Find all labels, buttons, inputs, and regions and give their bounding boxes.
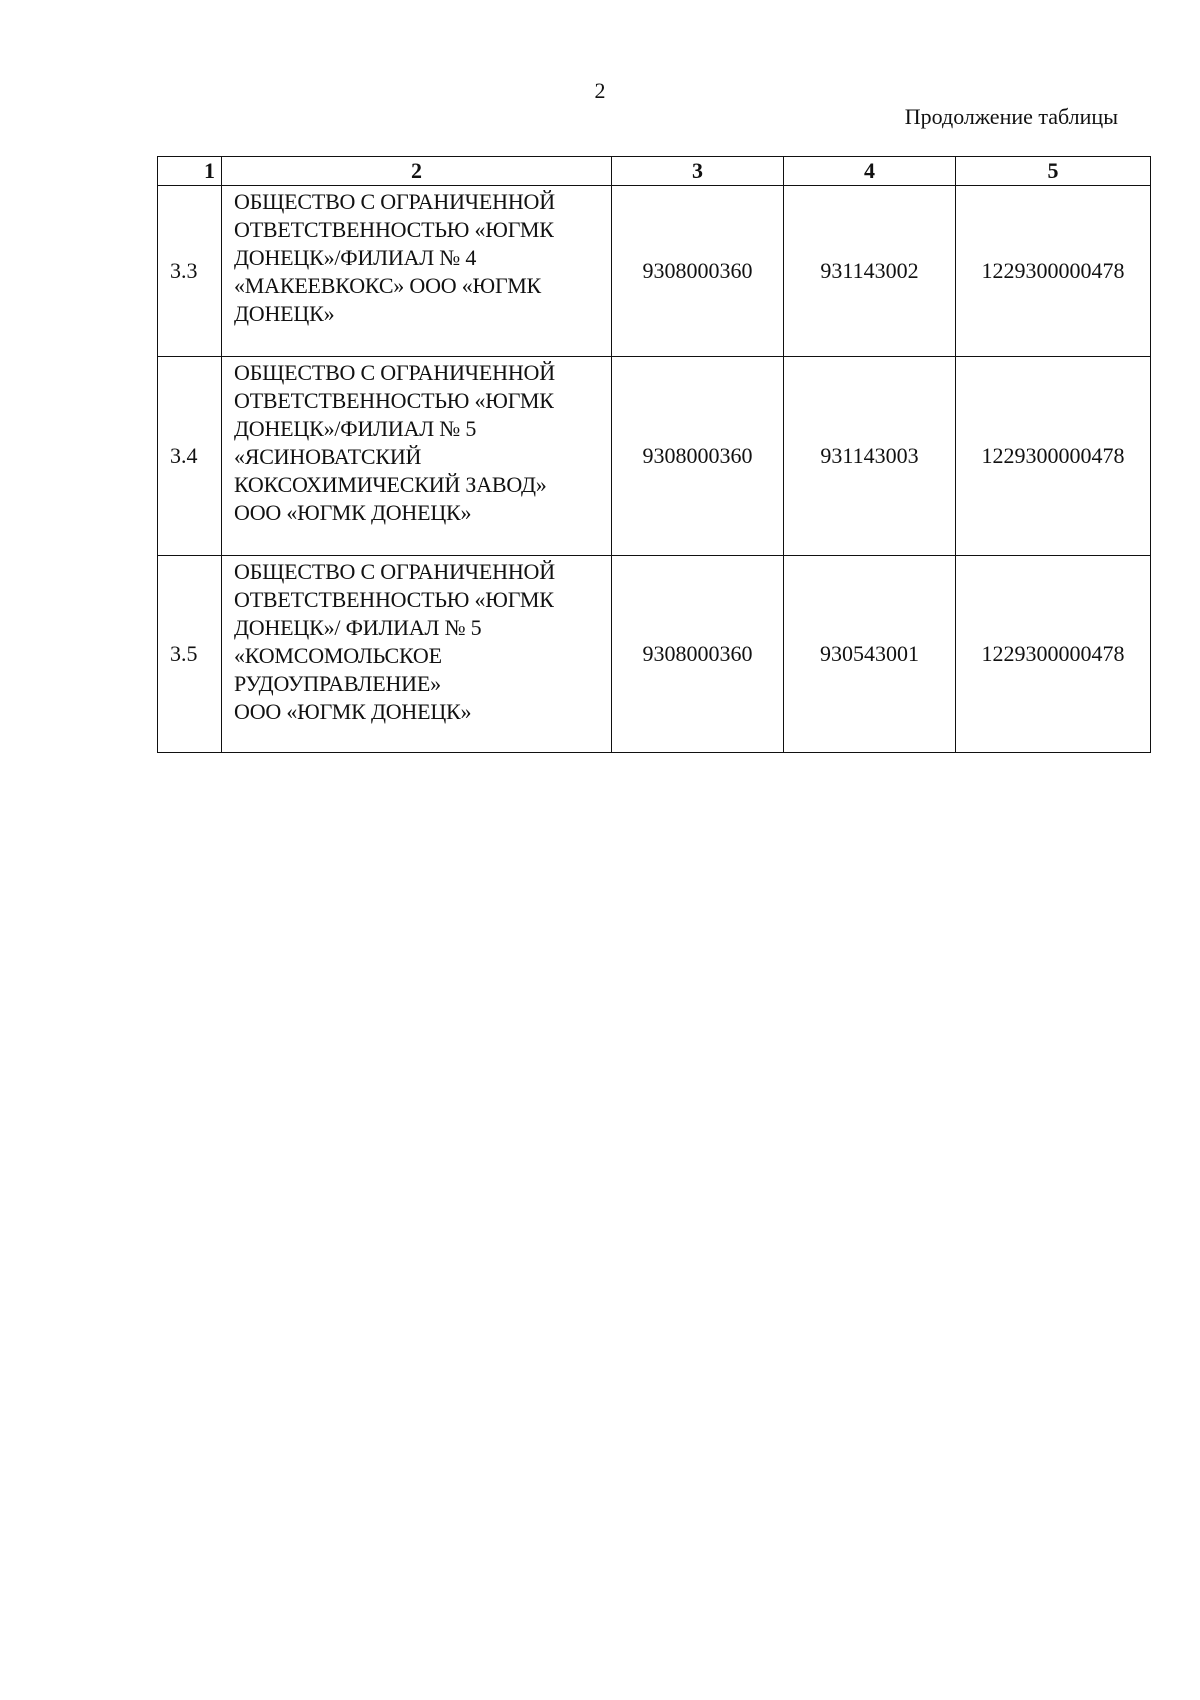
cell-col5: 1229300000478 [956,186,1151,357]
column-header-4: 4 [784,157,956,186]
row-number: 3.3 [158,186,222,357]
organization-name: ОБЩЕСТВО С ОГРАНИЧЕННОЙ ОТВЕТСТВЕННОСТЬЮ «ЮГМК ДОНЕЦК»/ФИЛИАЛ № 5 «ЯСИНОВАТСКИЙ КОКСОХИМИЧЕСКИЙ ЗАВОД» ООО «ЮГМК ДОНЕЦК» [222,357,612,556]
organization-name: ОБЩЕСТВО С ОГРАНИЧЕННОЙ ОТВЕТСТВЕННОСТЬЮ «ЮГМК ДОНЕЦК»/ФИЛИАЛ № 4 «МАКЕЕВКОКС» ООО «ЮГМК ДОНЕЦК» [222,186,612,357]
cell-col4: 931143003 [784,357,956,556]
table-header-row [158,157,1151,186]
column-header-1: 1 [158,157,222,186]
cell-col4: 931143002 [784,186,956,357]
cell-col3: 9308000360 [612,357,784,556]
organizations-table [157,156,1151,753]
table-row [158,556,1151,753]
table-row [158,357,1151,556]
cell-col3: 9308000360 [612,556,784,753]
cell-col4: 930543001 [784,556,956,753]
cell-col3: 9308000360 [612,186,784,357]
row-number: 3.4 [158,357,222,556]
page-number: 2 [594,78,606,103]
column-header-5: 5 [956,157,1151,186]
column-header-2: 2 [222,157,612,186]
column-header-3: 3 [612,157,784,186]
table-row [158,186,1151,357]
organization-name: ОБЩЕСТВО С ОГРАНИЧЕННОЙ ОТВЕТСТВЕННОСТЬЮ «ЮГМК ДОНЕЦК»/ ФИЛИАЛ № 5 «КОМСОМОЛЬСКОЕ РУДОУПРАВЛЕНИЕ» ООО «ЮГМК ДОНЕЦК» [222,556,612,753]
row-number: 3.5 [158,556,222,753]
cell-col5: 1229300000478 [956,357,1151,556]
cell-col5: 1229300000478 [956,556,1151,753]
table-continuation-label: Продолжение таблицы [904,104,1118,129]
